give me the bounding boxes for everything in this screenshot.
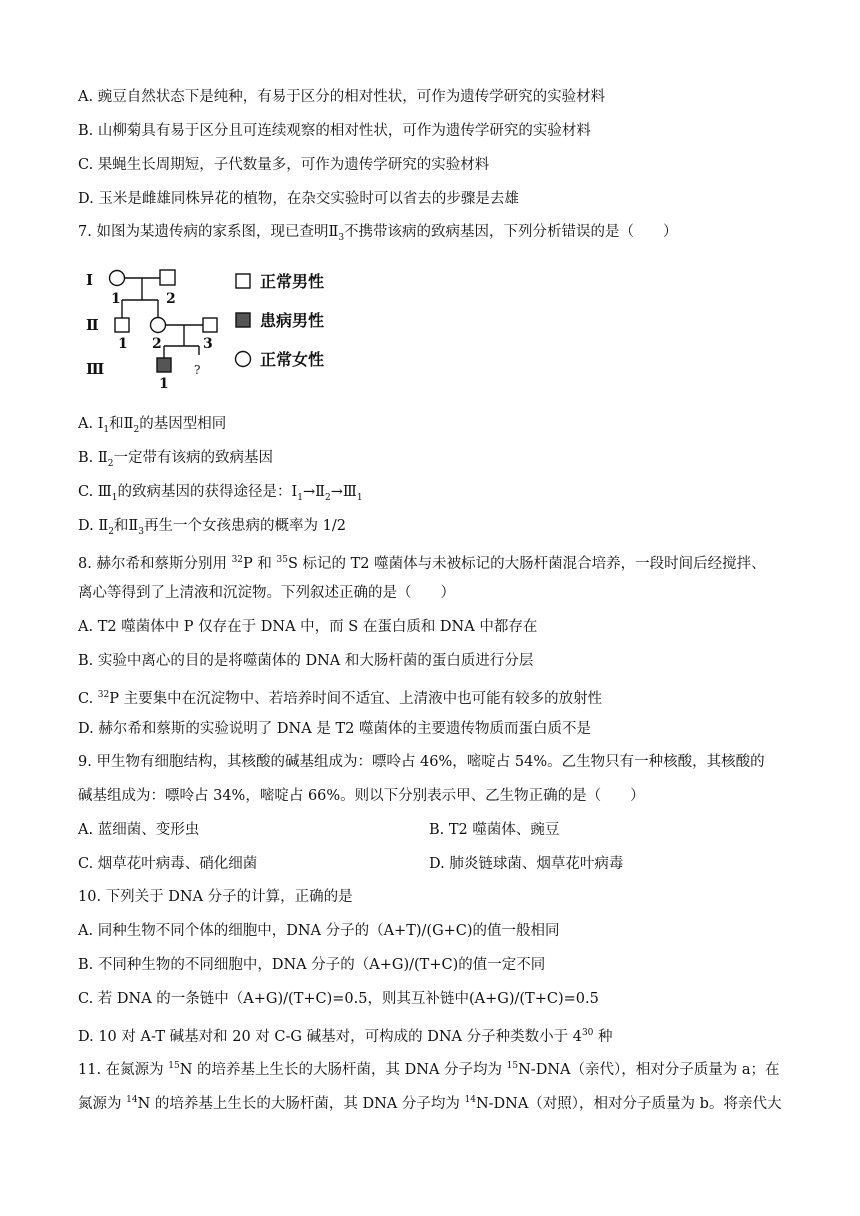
q8-stem-line2: 离心等得到了上清液和沉淀物。下列叙述正确的是（ ） bbox=[78, 585, 455, 601]
q10-stem: 10. 下列关于 DNA 分子的计算，正确的是 bbox=[78, 889, 353, 905]
svg-text:?: ? bbox=[194, 363, 201, 377]
q10-option-d: D. 10 对 A-T 碱基对和 20 对 C-G 碱基对，可构成的 DNA 分子种类数小于 $4^{30}$ 种 bbox=[78, 1028, 613, 1045]
legend-affected-male: 患病男性 bbox=[260, 311, 325, 330]
gen-label-3: Ⅲ bbox=[86, 360, 105, 378]
q10-option-b: B. 不同种生物的不同细胞中，DNA 分子的（A+G)/(T+C)的值一定不同 bbox=[78, 957, 546, 973]
legend-normal-female-icon bbox=[236, 352, 251, 367]
q8-option-b: B. 实验中离心的目的是将噬菌体的 DNA 和大肠杆菌的蛋白质进行分层 bbox=[78, 653, 534, 669]
q9-stem-line1: 9. 甲生物有细胞结构，其核酸的碱基组成为：嘌呤占 46%，嘧啶占 54%。乙生物只有一种核酸，其核酸的 bbox=[78, 754, 765, 770]
q6-option-a: A. 豌豆自然状态下是纯种，有易于区分的相对性状，可作为遗传学研究的实验材料 bbox=[78, 89, 606, 105]
pedigree-I1-female bbox=[110, 271, 125, 286]
q9-option-b: B. T2 噬菌体、豌豆 bbox=[429, 822, 560, 838]
q9-stem-line2: 碱基组成为：嘌呤占 34%，嘧啶占 66%。则以下分别表示甲、乙生物正确的是（ ） bbox=[78, 788, 645, 804]
pedigree-I2-male bbox=[160, 270, 175, 285]
svg-text:1: 1 bbox=[159, 376, 169, 390]
q6-option-d: D. 玉米是雌雄同株异花的植物，在杂交实验时可以省去的步骤是去雄 bbox=[78, 191, 519, 207]
q7-option-a: A. $Ⅰ_1$和$Ⅱ_2$的基因型相同 bbox=[78, 416, 227, 435]
pedigree-II2-female bbox=[151, 318, 166, 333]
pedigree-II3-male bbox=[203, 318, 217, 332]
q10-option-a: A. 同种生物不同个体的细胞中，DNA 分子的（A+T)/(G+C)的值一般相同 bbox=[78, 923, 560, 939]
pedigree-diagram bbox=[78, 262, 368, 390]
legend-normal-female: 正常女性 bbox=[260, 350, 325, 369]
gen-label-2: Ⅱ bbox=[86, 316, 99, 334]
q9-option-d: D. 肺炎链球菌、烟草花叶病毒 bbox=[429, 856, 624, 872]
q8-option-d: D. 赫尔希和蔡斯的实验说明了 DNA 是 T2 噬菌体的主要遗传物质而蛋白质不是 bbox=[78, 721, 591, 737]
svg-text:1: 1 bbox=[118, 336, 128, 352]
q6-option-b: B. 山柳菊具有易于区分且可连续观察的相对性状，可作为遗传学研究的实验材料 bbox=[78, 123, 591, 139]
q9-option-a: A. 蓝细菌、变形虫 bbox=[78, 822, 200, 838]
svg-text:1: 1 bbox=[111, 291, 121, 307]
q8-stem-line1: 8. 赫尔希和蔡斯分别用 $^{32}$P 和 $^{35}$S 标记的 T2 噬菌体与未被标记的大肠杆菌混合培养，一段时间后经搅拌、 bbox=[78, 555, 766, 572]
pedigree-II1-male bbox=[115, 318, 129, 332]
q8-option-a: A. T2 噬菌体中 P 仅存在于 DNA 中，而 S 在蛋白质和 DNA 中都存在 bbox=[78, 619, 538, 635]
legend-affected-male-icon bbox=[236, 313, 250, 327]
q10-option-c: C. 若 DNA 的一条链中（A+G)/(T+C)=0.5，则其互补链中(A+G)/(T+C)=0.5 bbox=[78, 991, 599, 1007]
svg-text:2: 2 bbox=[166, 291, 176, 307]
svg-text:2: 2 bbox=[152, 336, 162, 352]
q11-stem-line1: 11. 在氮源为 $^{15}$N 的培养基上生长的大肠杆菌，其 DNA 分子均为 $^{15}$N-DNA（亲代），相对分子质量为 a；在 bbox=[78, 1061, 780, 1078]
q9-option-c: C. 烟草花叶病毒、硝化细菌 bbox=[78, 856, 258, 872]
q7-option-c: C. $Ⅲ_1$的致病基因的获得途径是：$Ⅰ_1\to Ⅱ_2\to Ⅲ_1$ bbox=[78, 484, 363, 503]
q8-option-c: C. $^{32}$P 主要集中在沉淀物中、若培养时间不适宜、上清液中也可能有较多的放射性 bbox=[78, 690, 603, 707]
q7-option-b: B. $Ⅱ_2$一定带有该病的致病基因 bbox=[78, 450, 273, 469]
q7-option-d: D. $Ⅱ_2$和$Ⅱ_3$再生一个女孩患病的概率为 1/2 bbox=[78, 518, 346, 537]
q6-option-c: C. 果蝇生长周期短，子代数量多，可作为遗传学研究的实验材料 bbox=[78, 157, 490, 173]
gen-label-1: Ⅰ bbox=[86, 271, 94, 289]
legend-normal-male: 正常男性 bbox=[260, 272, 325, 291]
pedigree-chart bbox=[78, 262, 368, 390]
q7-stem: 7. 如图为某遗传病的家系图，现已查明$Ⅱ_3$不携带该病的致病基因，下列分析错误的是（ ） bbox=[78, 224, 678, 243]
svg-text:3: 3 bbox=[203, 336, 213, 352]
legend-normal-male-icon bbox=[236, 274, 250, 288]
pedigree-III1-affected-male bbox=[157, 358, 171, 372]
q11-stem-line2: 氮源为 $^{14}$N 的培养基上生长的大肠杆菌，其 DNA 分子均为 $^{14}$N-DNA（对照），相对分子质量为 b。将亲代大 bbox=[78, 1095, 782, 1112]
